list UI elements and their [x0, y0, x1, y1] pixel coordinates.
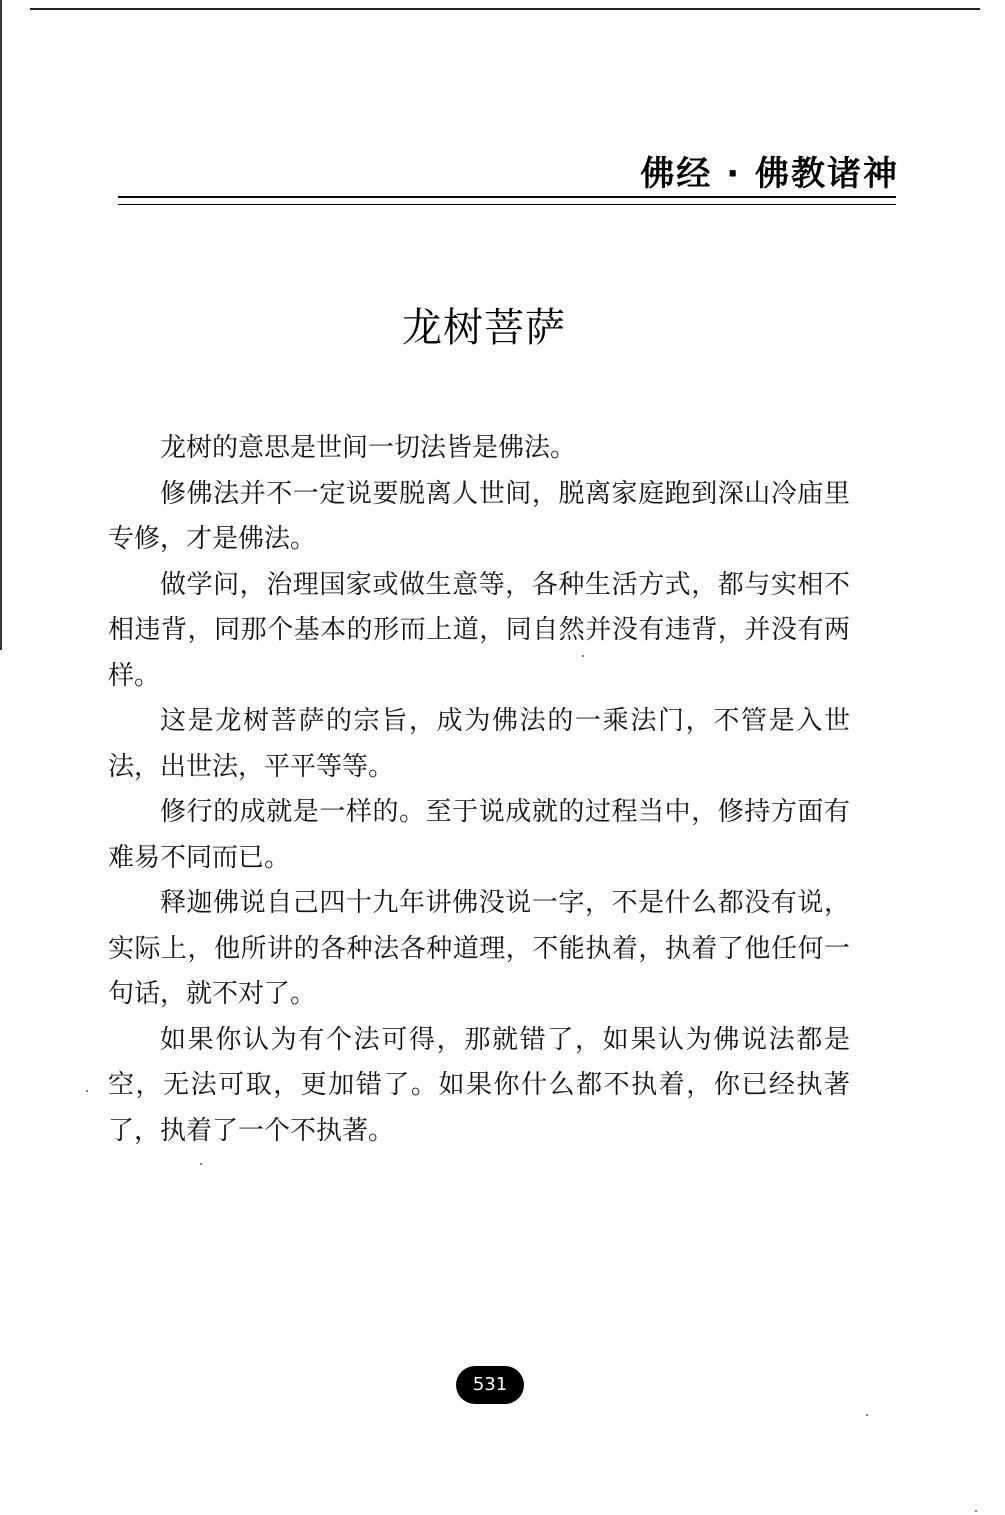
paragraph: 龙树的意思是世间一切法皆是佛法。	[160, 433, 577, 463]
header-rule-thin	[118, 204, 896, 205]
scan-speck	[86, 1090, 88, 1092]
paragraph: 释迦佛说自己四十九年讲佛没说一字，不是什么都没有说，实际上，他所讲的各种法各种道理，不能执着，执着了他任何一句话，就不对了。	[108, 888, 850, 1009]
chapter-title: 龙树菩萨	[402, 305, 566, 351]
scan-edge-top	[30, 8, 980, 10]
scan-speck	[866, 1414, 868, 1416]
paragraph: 修佛法并不一定说要脱离人世间，脱离家庭跑到深山冷庙里专修，才是佛法。	[108, 478, 850, 554]
paragraph: 做学问，治理国家或做生意等，各种生活方式，都与实相不相违背，同那个基本的形而上道，同自然并没有违背，并没有两样。	[108, 569, 850, 691]
page-number-badge: 531	[456, 1366, 524, 1404]
scan-speck	[975, 1510, 977, 1512]
scan-speck	[582, 655, 584, 657]
running-header-title: 佛经 · 佛教诸神	[640, 154, 899, 194]
scan-speck	[200, 1163, 202, 1165]
header-rule-thick	[118, 196, 896, 198]
paragraph: 如果你认为有个法可得，那就错了，如果认为佛说法都是空，无法可取，更加错了。如果你什么都不执着，你已经执著了，执着了一个不执著。	[108, 1024, 850, 1146]
paragraph: 这是龙树菩萨的宗旨，成为佛法的一乘法门，不管是入世法，出世法，平平等等。	[108, 706, 850, 782]
paragraph: 修行的成就是一样的。至于说成就的过程当中，修持方面有难易不同而已。	[108, 797, 850, 873]
body-text	[108, 426, 850, 1154]
